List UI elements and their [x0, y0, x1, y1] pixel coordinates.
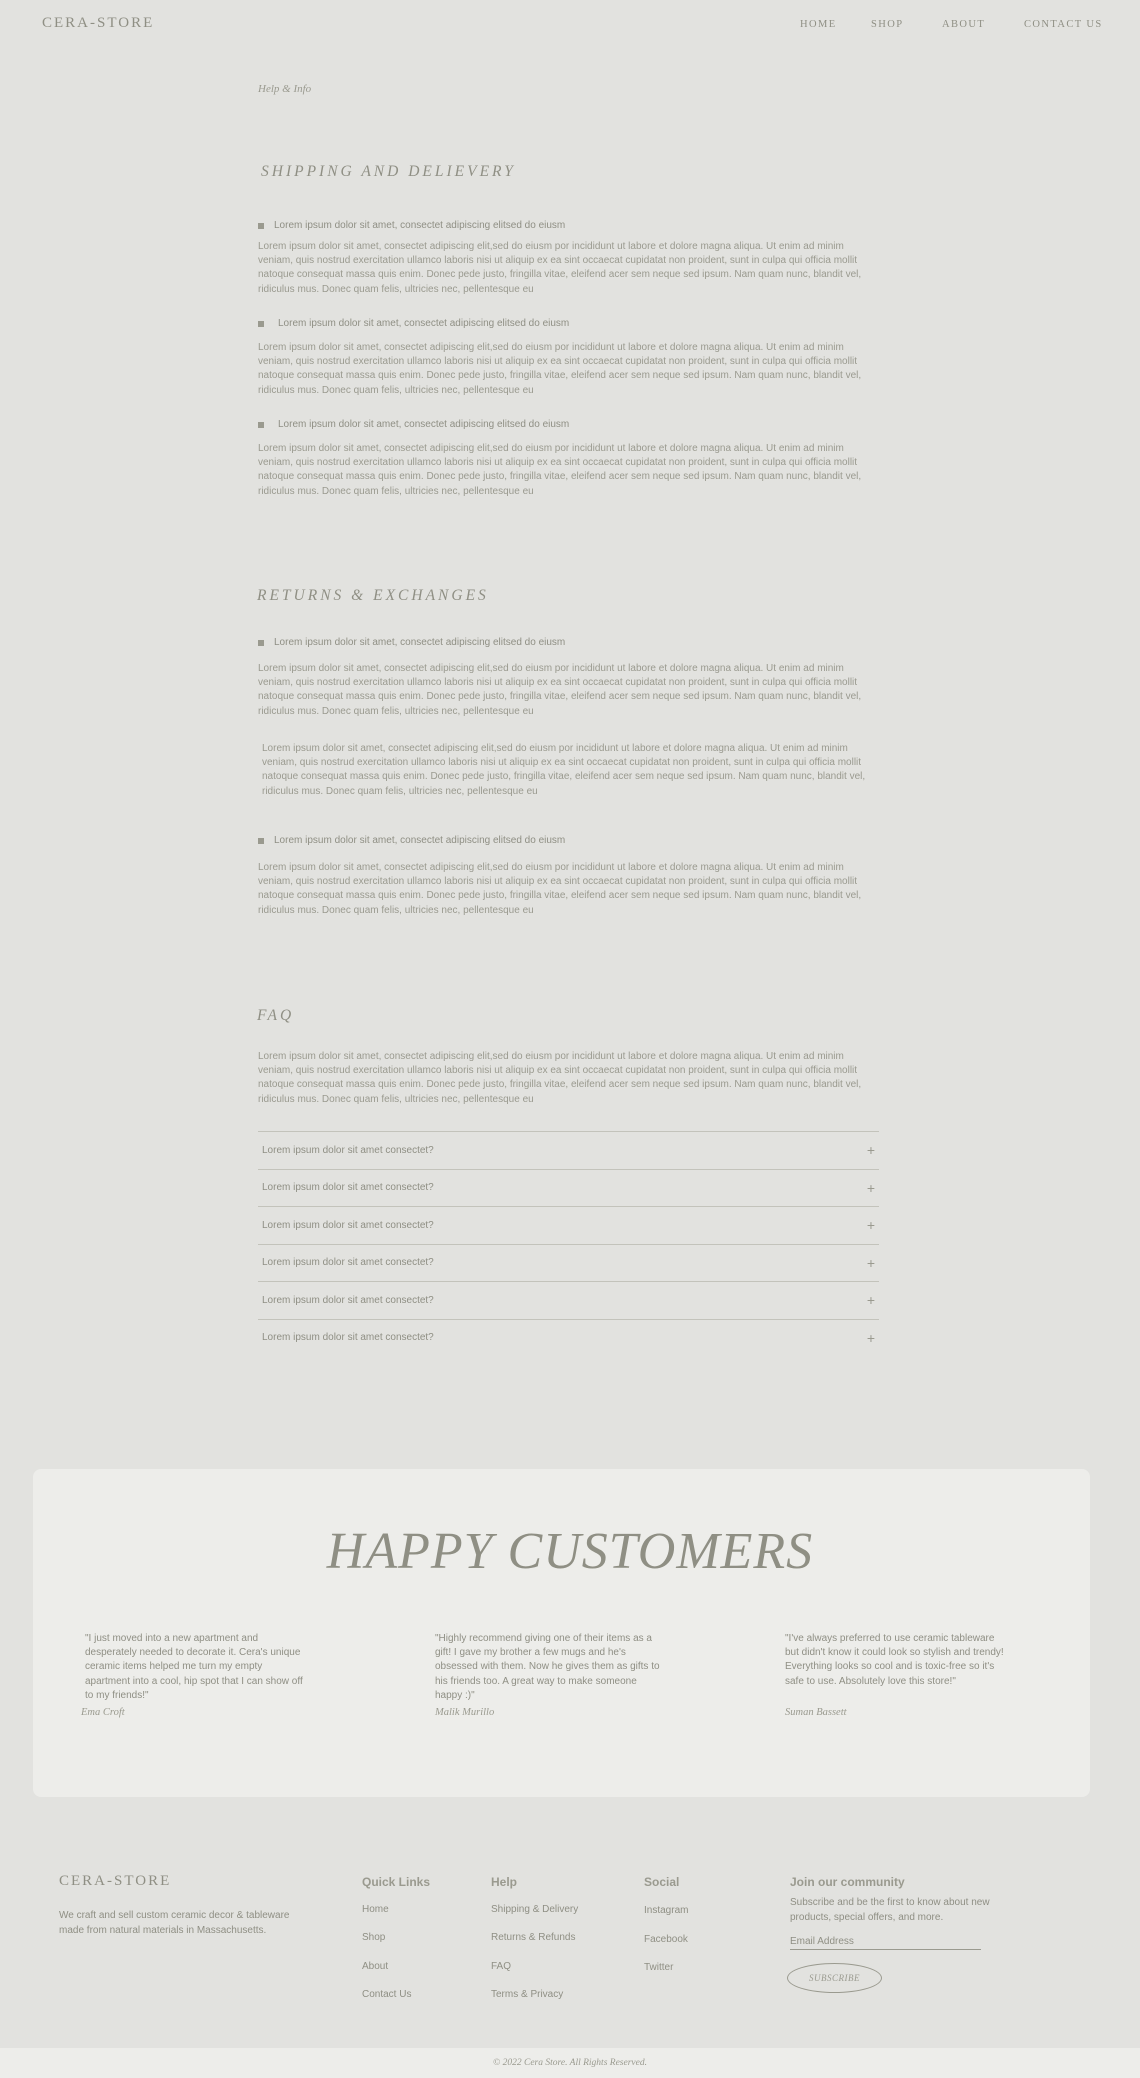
- plus-icon[interactable]: +: [866, 1292, 875, 1309]
- footer-link-terms[interactable]: Terms & Privacy: [491, 1989, 564, 2000]
- shipping-item-1-heading: Lorem ipsum dolor sit amet, consectet adipiscing elitsed do eiusm: [258, 220, 565, 231]
- help-heading: Help: [491, 1875, 518, 1889]
- plus-icon[interactable]: +: [866, 1217, 875, 1234]
- testimonial-quote-3: "I've always preferred to use ceramic tableware but didn't know it could look so stylish and trendy! Everything looks so cool and is toxic-free so it's safe to use. Absolutely love this store!": [785, 1633, 1004, 1687]
- bullet-icon: [258, 223, 264, 229]
- faq-question: Lorem ipsum dolor sit amet consectet?: [262, 1332, 434, 1344]
- footer-link-about[interactable]: About: [362, 1961, 389, 1972]
- faq-item-6[interactable]: [258, 1319, 879, 1357]
- footer-link-contact-us[interactable]: Contact Us: [362, 1989, 412, 2000]
- footer-link-facebook[interactable]: Facebook: [644, 1934, 688, 1945]
- email-input[interactable]: [790, 1933, 981, 1950]
- subscribe-button[interactable]: SUBSCRIBE: [787, 1963, 882, 1993]
- nav-contact-us[interactable]: CONTACT US: [1024, 19, 1103, 30]
- shipping-title: SHIPPING AND DELIEVERY: [261, 163, 516, 180]
- plus-icon[interactable]: +: [866, 1254, 875, 1271]
- faq-question: Lorem ipsum dolor sit amet consectet?: [262, 1144, 434, 1156]
- returns-item-2-body: Lorem ipsum dolor sit amet, consectet adipiscing elit,sed do eiusm por incididunt ut labore et dolore magna aliqua. Ut enim ad minim veniam, quis nostrud exercitation ullamco laboris nisi ut aliquip ex ea sint occaecat cupidatat non proident, sunt in culpa qui officia mollit natoque consequat massa quis enim. Donec pede justo, fringilla vitae, eleifend acer sem neque sed ipsum. Nam quam nunc, blandit vel, ridiculus mus. Donec quam felis, ultricies nec, pellentesque eu: [258, 862, 862, 916]
- testimonial-quote-2: "Highly recommend giving one of their items as a gift! I gave my brother a few mugs and he's obsessed with them. Now he gives them as gifts to his friends too. A great way to make someone happy :)": [435, 1633, 660, 1701]
- plus-icon[interactable]: +: [866, 1142, 875, 1159]
- breadcrumb: Help & Info: [258, 83, 312, 95]
- faq-item-2[interactable]: [258, 1169, 879, 1207]
- faq-question: Lorem ipsum dolor sit amet consectet?: [262, 1257, 434, 1269]
- footer-description: We craft and sell custom ceramic decor & tableware made from natural materials in Massachusetts.: [59, 1910, 290, 1936]
- footer-link-instagram[interactable]: Instagram: [644, 1905, 689, 1916]
- returns-title: RETURNS & EXCHANGES: [257, 587, 489, 604]
- faq-question: Lorem ipsum dolor sit amet consectet?: [262, 1294, 434, 1306]
- plus-icon[interactable]: +: [866, 1179, 875, 1196]
- footer-link-faq[interactable]: FAQ: [491, 1961, 512, 1972]
- footer-logo[interactable]: CERA-STORE: [59, 1873, 172, 1889]
- testimonial-author-3: Suman Bassett: [785, 1707, 847, 1718]
- footer-link-shop[interactable]: Shop: [362, 1932, 386, 1943]
- testimonial-author-1: Ema Croft: [81, 1707, 125, 1718]
- testimonial-author-2: Malik Murillo: [435, 1707, 495, 1718]
- bullet-icon: [258, 422, 264, 428]
- plus-icon[interactable]: +: [866, 1329, 875, 1346]
- nav-shop[interactable]: SHOP: [871, 19, 904, 30]
- copyright: © 2022 Cera Store. All Rights Reserved.: [0, 2048, 1140, 2078]
- footer-link-shipping[interactable]: Shipping & Delivery: [491, 1904, 579, 1915]
- shipping-item-3-body: Lorem ipsum dolor sit amet, consectet adipiscing elit,sed do eiusm por incididunt ut labore et dolore magna aliqua. Ut enim ad minim veniam, quis nostrud exercitation ullamco laboris nisi ut aliquip ex ea sint occaecat cupidatat non proident, sunt in culpa qui officia mollit natoque consequat massa quis enim. Donec pede justo, fringilla vitae, eleifend acer sem neque sed ipsum. Nam quam nunc, blandit vel, ridiculus mus. Donec quam felis, ultricies nec, pellentesque eu: [258, 443, 862, 497]
- bullet-icon: [258, 321, 264, 327]
- bullet-icon: [258, 640, 264, 646]
- faq-item-3[interactable]: [258, 1206, 879, 1244]
- faq-item-1[interactable]: [258, 1131, 879, 1169]
- community-heading: Join our community: [790, 1875, 905, 1889]
- returns-item-1-heading: Lorem ipsum dolor sit amet, consectet adipiscing elitsed do eiusm: [258, 637, 565, 648]
- faq-intro: Lorem ipsum dolor sit amet, consectet adipiscing elit,sed do eiusm por incididunt ut labore et dolore magna aliqua. Ut enim ad minim veniam, quis nostrud exercitation ullamco laboris nisi ut aliquip ex ea sint occaecat cupidatat non proident, sunt in culpa qui officia mollit natoque consequat massa quis enim. Donec pede justo, fringilla vitae, eleifend acer sem neque sed ipsum. Nam quam nunc, blandit vel, ridiculus mus. Donec quam felis, ultricies nec, pellentesque eu: [258, 1051, 862, 1105]
- social-heading: Social: [644, 1875, 680, 1889]
- testimonials-title: HAPPY CUSTOMERS: [326, 1523, 814, 1580]
- bullet-icon: [258, 838, 264, 844]
- faq-item-4[interactable]: [258, 1244, 879, 1282]
- faq-question: Lorem ipsum dolor sit amet consectet?: [262, 1182, 434, 1194]
- nav-home[interactable]: HOME: [800, 19, 837, 30]
- footer-link-home[interactable]: Home: [362, 1904, 389, 1915]
- faq-item-5[interactable]: [258, 1281, 879, 1319]
- returns-item-1-body: Lorem ipsum dolor sit amet, consectet adipiscing elit,sed do eiusm por incididunt ut labore et dolore magna aliqua. Ut enim ad minim veniam, quis nostrud exercitation ullamco laboris nisi ut aliquip ex ea sint occaecat cupidatat non proident, sunt in culpa qui officia mollit natoque consequat massa quis enim. Donec pede justo, fringilla vitae, eleifend acer sem neque sed ipsum. Nam quam nunc, blandit vel, ridiculus mus. Donec quam felis, ultricies nec, pellentesque eu: [258, 663, 862, 717]
- quick-links-heading: Quick Links: [362, 1875, 431, 1889]
- community-text: Subscribe and be the first to know about new products, special offers, and more.: [790, 1897, 990, 1923]
- shipping-item-2-body: Lorem ipsum dolor sit amet, consectet adipiscing elit,sed do eiusm por incididunt ut labore et dolore magna aliqua. Ut enim ad minim veniam, quis nostrud exercitation ullamco laboris nisi ut aliquip ex ea sint occaecat cupidatat non proident, sunt in culpa qui officia mollit natoque consequat massa quis enim. Donec pede justo, fringilla vitae, eleifend acer sem neque sed ipsum. Nam quam nunc, blandit vel, ridiculus mus. Donec quam felis, ultricies nec, pellentesque eu: [258, 342, 862, 396]
- returns-item-1-body-2: Lorem ipsum dolor sit amet, consectet adipiscing elit,sed do eiusm por incididunt ut labore et dolore magna aliqua. Ut enim ad minim veniam, quis nostrud exercitation ullamco laboris nisi ut aliquip ex ea sint occaecat cupidatat non proident, sunt in culpa qui officia mollit natoque consequat massa quis enim. Donec pede justo, fringilla vitae, eleifend acer sem neque sed ipsum. Nam quam nunc, blandit vel, ridiculus mus. Donec quam felis, ultricies nec, pellentesque eu: [262, 743, 866, 797]
- nav-about[interactable]: ABOUT: [942, 19, 986, 30]
- testimonial-quote-1: "I just moved into a new apartment and desperately needed to decorate it. Cera's unique ceramic items helped me turn my empty apartment into a cool, hip spot that I can show off to my friends!": [85, 1633, 303, 1701]
- footer-link-twitter[interactable]: Twitter: [644, 1962, 674, 1973]
- faq-accordion: [258, 1131, 879, 1356]
- site-logo[interactable]: CERA-STORE: [42, 15, 155, 31]
- shipping-item-1-body: Lorem ipsum dolor sit amet, consectet adipiscing elit,sed do eiusm por incididunt ut labore et dolore magna aliqua. Ut enim ad minim veniam, quis nostrud exercitation ullamco laboris nisi ut aliquip ex ea sint occaecat cupidatat non proident, sunt in culpa qui officia mollit natoque consequat massa quis enim. Donec pede justo, fringilla vitae, eleifend acer sem neque sed ipsum. Nam quam nunc, blandit vel, ridiculus mus. Donec quam felis, ultricies nec, pellentesque eu: [258, 241, 862, 295]
- faq-title: FAQ: [257, 1007, 295, 1024]
- faq-question: Lorem ipsum dolor sit amet consectet?: [262, 1219, 434, 1231]
- returns-item-2-heading: Lorem ipsum dolor sit amet, consectet adipiscing elitsed do eiusm: [258, 835, 565, 846]
- shipping-item-3-heading: Lorem ipsum dolor sit amet, consectet adipiscing elitsed do eiusm: [258, 419, 569, 430]
- shipping-item-2-heading: Lorem ipsum dolor sit amet, consectet adipiscing elitsed do eiusm: [258, 318, 569, 329]
- footer-link-returns[interactable]: Returns & Refunds: [491, 1932, 576, 1943]
